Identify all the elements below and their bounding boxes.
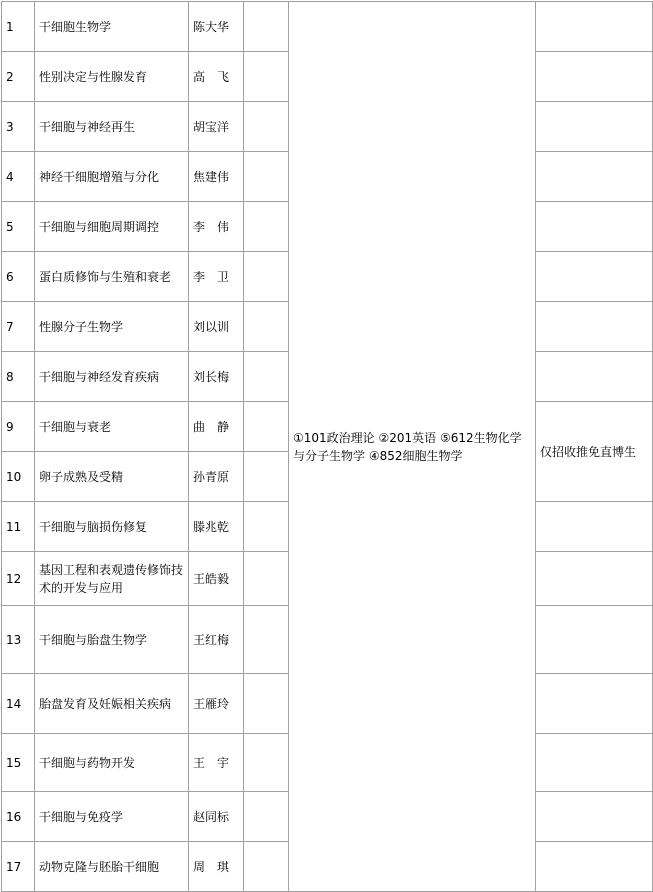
note-cell xyxy=(536,792,653,842)
research-direction: 干细胞与脑损伤修复 xyxy=(35,502,189,552)
empty-cell xyxy=(244,552,289,606)
supervisor-name: 曲 静 xyxy=(189,402,244,452)
supervisor-name: 李 伟 xyxy=(189,202,244,252)
research-direction: 干细胞与神经发育疾病 xyxy=(35,352,189,402)
note-cell xyxy=(536,352,653,402)
empty-cell xyxy=(244,402,289,452)
empty-cell xyxy=(244,202,289,252)
empty-cell xyxy=(244,674,289,734)
supervisor-name: 刘长梅 xyxy=(189,352,244,402)
supervisor-name: 胡宝洋 xyxy=(189,102,244,152)
note-cell xyxy=(536,674,653,734)
research-direction: 卵子成熟及受精 xyxy=(35,452,189,502)
empty-cell xyxy=(244,734,289,792)
empty-cell xyxy=(244,842,289,892)
research-direction: 基因工程和表观遗传修饰技术的开发与应用 xyxy=(35,552,189,606)
note-cell xyxy=(536,52,653,102)
supervisor-name: 赵同标 xyxy=(189,792,244,842)
row-number: 4 xyxy=(2,152,35,202)
row-number: 14 xyxy=(2,674,35,734)
research-direction: 神经干细胞增殖与分化 xyxy=(35,152,189,202)
supervisor-name: 王雁玲 xyxy=(189,674,244,734)
row-number: 15 xyxy=(2,734,35,792)
research-direction: 干细胞与细胞周期调控 xyxy=(35,202,189,252)
empty-cell xyxy=(244,2,289,52)
supervisor-name: 滕兆乾 xyxy=(189,502,244,552)
admission-note: 仅招收推免直博生 xyxy=(536,402,653,502)
supervisor-name: 刘以训 xyxy=(189,302,244,352)
note-cell xyxy=(536,202,653,252)
note-cell xyxy=(536,552,653,606)
supervisor-name: 焦建伟 xyxy=(189,152,244,202)
research-direction: 干细胞与免疫学 xyxy=(35,792,189,842)
empty-cell xyxy=(244,252,289,302)
row-number: 2 xyxy=(2,52,35,102)
row-number: 9 xyxy=(2,402,35,452)
research-direction: 动物克隆与胚胎干细胞 xyxy=(35,842,189,892)
note-cell xyxy=(536,502,653,552)
row-number: 17 xyxy=(2,842,35,892)
row-number: 8 xyxy=(2,352,35,402)
note-cell xyxy=(536,606,653,674)
empty-cell xyxy=(244,792,289,842)
empty-cell xyxy=(244,102,289,152)
supervisor-name: 孙青原 xyxy=(189,452,244,502)
row-number: 7 xyxy=(2,302,35,352)
supervisor-name: 王红梅 xyxy=(189,606,244,674)
row-number: 5 xyxy=(2,202,35,252)
note-cell xyxy=(536,2,653,52)
row-number: 13 xyxy=(2,606,35,674)
supervisor-name: 王皓毅 xyxy=(189,552,244,606)
row-number: 6 xyxy=(2,252,35,302)
note-cell xyxy=(536,252,653,302)
note-cell xyxy=(536,152,653,202)
row-number: 11 xyxy=(2,502,35,552)
empty-cell xyxy=(244,502,289,552)
note-cell xyxy=(536,734,653,792)
supervisor-name: 陈大华 xyxy=(189,2,244,52)
note-cell xyxy=(536,842,653,892)
research-direction: 干细胞生物学 xyxy=(35,2,189,52)
row-number: 16 xyxy=(2,792,35,842)
table-row xyxy=(2,2,653,52)
supervisor-name: 周 琪 xyxy=(189,842,244,892)
research-direction: 胎盘发育及妊娠相关疾病 xyxy=(35,674,189,734)
row-number: 3 xyxy=(2,102,35,152)
empty-cell xyxy=(244,302,289,352)
research-direction: 干细胞与胎盘生物学 xyxy=(35,606,189,674)
row-number: 12 xyxy=(2,552,35,606)
row-number: 1 xyxy=(2,2,35,52)
research-direction: 蛋白质修饰与生殖和衰老 xyxy=(35,252,189,302)
exam-subjects: ①101政治理论 ②201英语 ⑤612生物化学与分子生物学 ④852细胞生物学 xyxy=(289,2,536,892)
supervisor-name: 王 宇 xyxy=(189,734,244,792)
row-number: 10 xyxy=(2,452,35,502)
empty-cell xyxy=(244,352,289,402)
supervisor-name: 高 飞 xyxy=(189,52,244,102)
empty-cell xyxy=(244,152,289,202)
empty-cell xyxy=(244,52,289,102)
empty-cell xyxy=(244,606,289,674)
research-direction: 干细胞与药物开发 xyxy=(35,734,189,792)
note-cell xyxy=(536,302,653,352)
research-direction: 性腺分子生物学 xyxy=(35,302,189,352)
research-direction: 干细胞与衰老 xyxy=(35,402,189,452)
supervisor-name: 李 卫 xyxy=(189,252,244,302)
program-table xyxy=(1,1,653,892)
empty-cell xyxy=(244,452,289,502)
research-direction: 干细胞与神经再生 xyxy=(35,102,189,152)
research-direction: 性别决定与性腺发育 xyxy=(35,52,189,102)
note-cell xyxy=(536,102,653,152)
